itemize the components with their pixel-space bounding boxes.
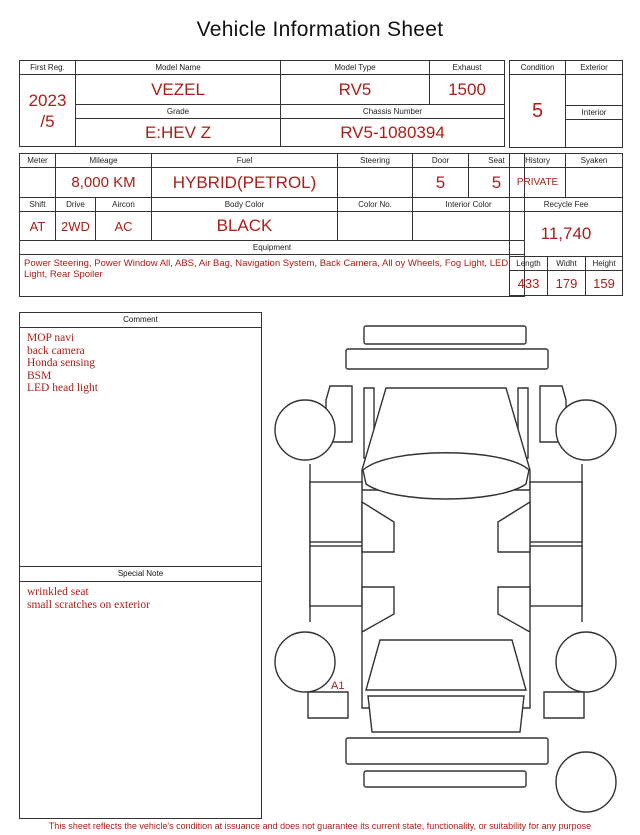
syaken-label: Syaken xyxy=(566,154,623,168)
width-label: Widht xyxy=(548,257,586,271)
height-value: 159 xyxy=(586,271,623,296)
shift-label: Shift xyxy=(20,198,56,212)
aircon-value: AC xyxy=(96,212,152,241)
chassis-label: Chassis Number xyxy=(281,105,505,119)
model-type-value: RV5 xyxy=(281,75,430,105)
special-note-box xyxy=(19,566,262,819)
rear-section-diagram xyxy=(308,632,584,787)
special-note-text: wrinkled seat small scratches on exterior xyxy=(27,586,150,611)
color-no-value xyxy=(338,212,413,241)
grade-label: Grade xyxy=(76,105,281,119)
front-bumper-diagram xyxy=(346,326,548,369)
exterior-value xyxy=(566,75,623,106)
fuel-label: Fuel xyxy=(152,154,338,168)
color-no-label: Color No. xyxy=(338,198,413,212)
fuel-value: HYBRID(PETROL) xyxy=(152,168,338,198)
exhaust-label: Exhaust xyxy=(430,61,505,75)
recycle-fee-value: 11,740 xyxy=(510,212,623,257)
side-panels-diagram xyxy=(310,482,582,632)
history-table xyxy=(509,153,623,296)
specs-table xyxy=(19,153,525,297)
aircon-label: Aircon xyxy=(96,198,152,212)
comment-box xyxy=(19,312,262,567)
meter-value xyxy=(20,168,56,198)
registration-table xyxy=(19,60,505,147)
comment-label: Comment xyxy=(20,313,261,328)
door-value: 5 xyxy=(413,168,469,198)
syaken-value xyxy=(566,168,623,198)
interior-value xyxy=(566,120,623,148)
condition-label: Condition xyxy=(510,61,566,75)
recycle-fee-label: Recycle Fee xyxy=(510,198,623,212)
length-label: Length xyxy=(510,257,548,271)
first-reg-value: 2023 /5 xyxy=(20,75,76,147)
model-type-label: Model Type xyxy=(281,61,430,75)
grade-value: E:HEV Z xyxy=(76,119,281,147)
drive-value: 2WD xyxy=(56,212,96,241)
condition-table xyxy=(509,60,623,148)
mileage-label: Mileage xyxy=(56,154,152,168)
body-color-value: BLACK xyxy=(152,212,338,241)
damage-marker-a1: A1 xyxy=(331,680,345,692)
shift-value: AT xyxy=(20,212,56,241)
equipment-list: Power Steering, Power Window All, ABS, Air Bag, Navigation System, Back Camera, All oy Wheels, Fog Light, LED Light, Rear Spoiler xyxy=(20,255,525,297)
door-label: Door xyxy=(413,154,469,168)
model-name-label: Model Name xyxy=(76,61,281,75)
history-label: History xyxy=(510,154,566,168)
meter-label: Meter xyxy=(20,154,56,168)
disclaimer-footer: This sheet reflects the vehicle's condition at issuance and does not guarantee its current state, functionality, or suitability for any purpose xyxy=(48,821,592,831)
exterior-label: Exterior xyxy=(566,61,623,75)
length-value: 433 xyxy=(510,271,548,296)
exhaust-value: 1500 xyxy=(430,75,505,105)
seat-label: Seat xyxy=(469,154,525,168)
interior-color-value xyxy=(413,212,525,241)
comment-text: MOP navi back camera Honda sensing BSM LED head light xyxy=(27,332,98,394)
width-value: 179 xyxy=(548,271,586,296)
special-note-label: Special Note xyxy=(20,567,261,582)
steering-value xyxy=(338,168,413,198)
drive-label: Drive xyxy=(56,198,96,212)
body-color-label: Body Color xyxy=(152,198,338,212)
height-label: Height xyxy=(586,257,623,271)
history-value: PRIVATE xyxy=(510,168,566,198)
interior-label: Interior xyxy=(566,106,623,120)
steering-label: Steering xyxy=(338,154,413,168)
model-name-value: VEZEL xyxy=(76,75,281,105)
condition-value: 5 xyxy=(510,75,566,148)
mileage-value: 8,000 KM xyxy=(56,168,152,198)
chassis-value: RV5-1080394 xyxy=(281,119,505,147)
equipment-label: Equipment xyxy=(20,241,525,255)
sheet-title: Vehicle Information Sheet xyxy=(196,18,444,41)
seat-value: 5 xyxy=(469,168,525,198)
car-damage-diagram xyxy=(268,322,624,817)
interior-color-label: Interior Color xyxy=(413,198,525,212)
first-reg-label: First Reg. xyxy=(20,61,76,75)
